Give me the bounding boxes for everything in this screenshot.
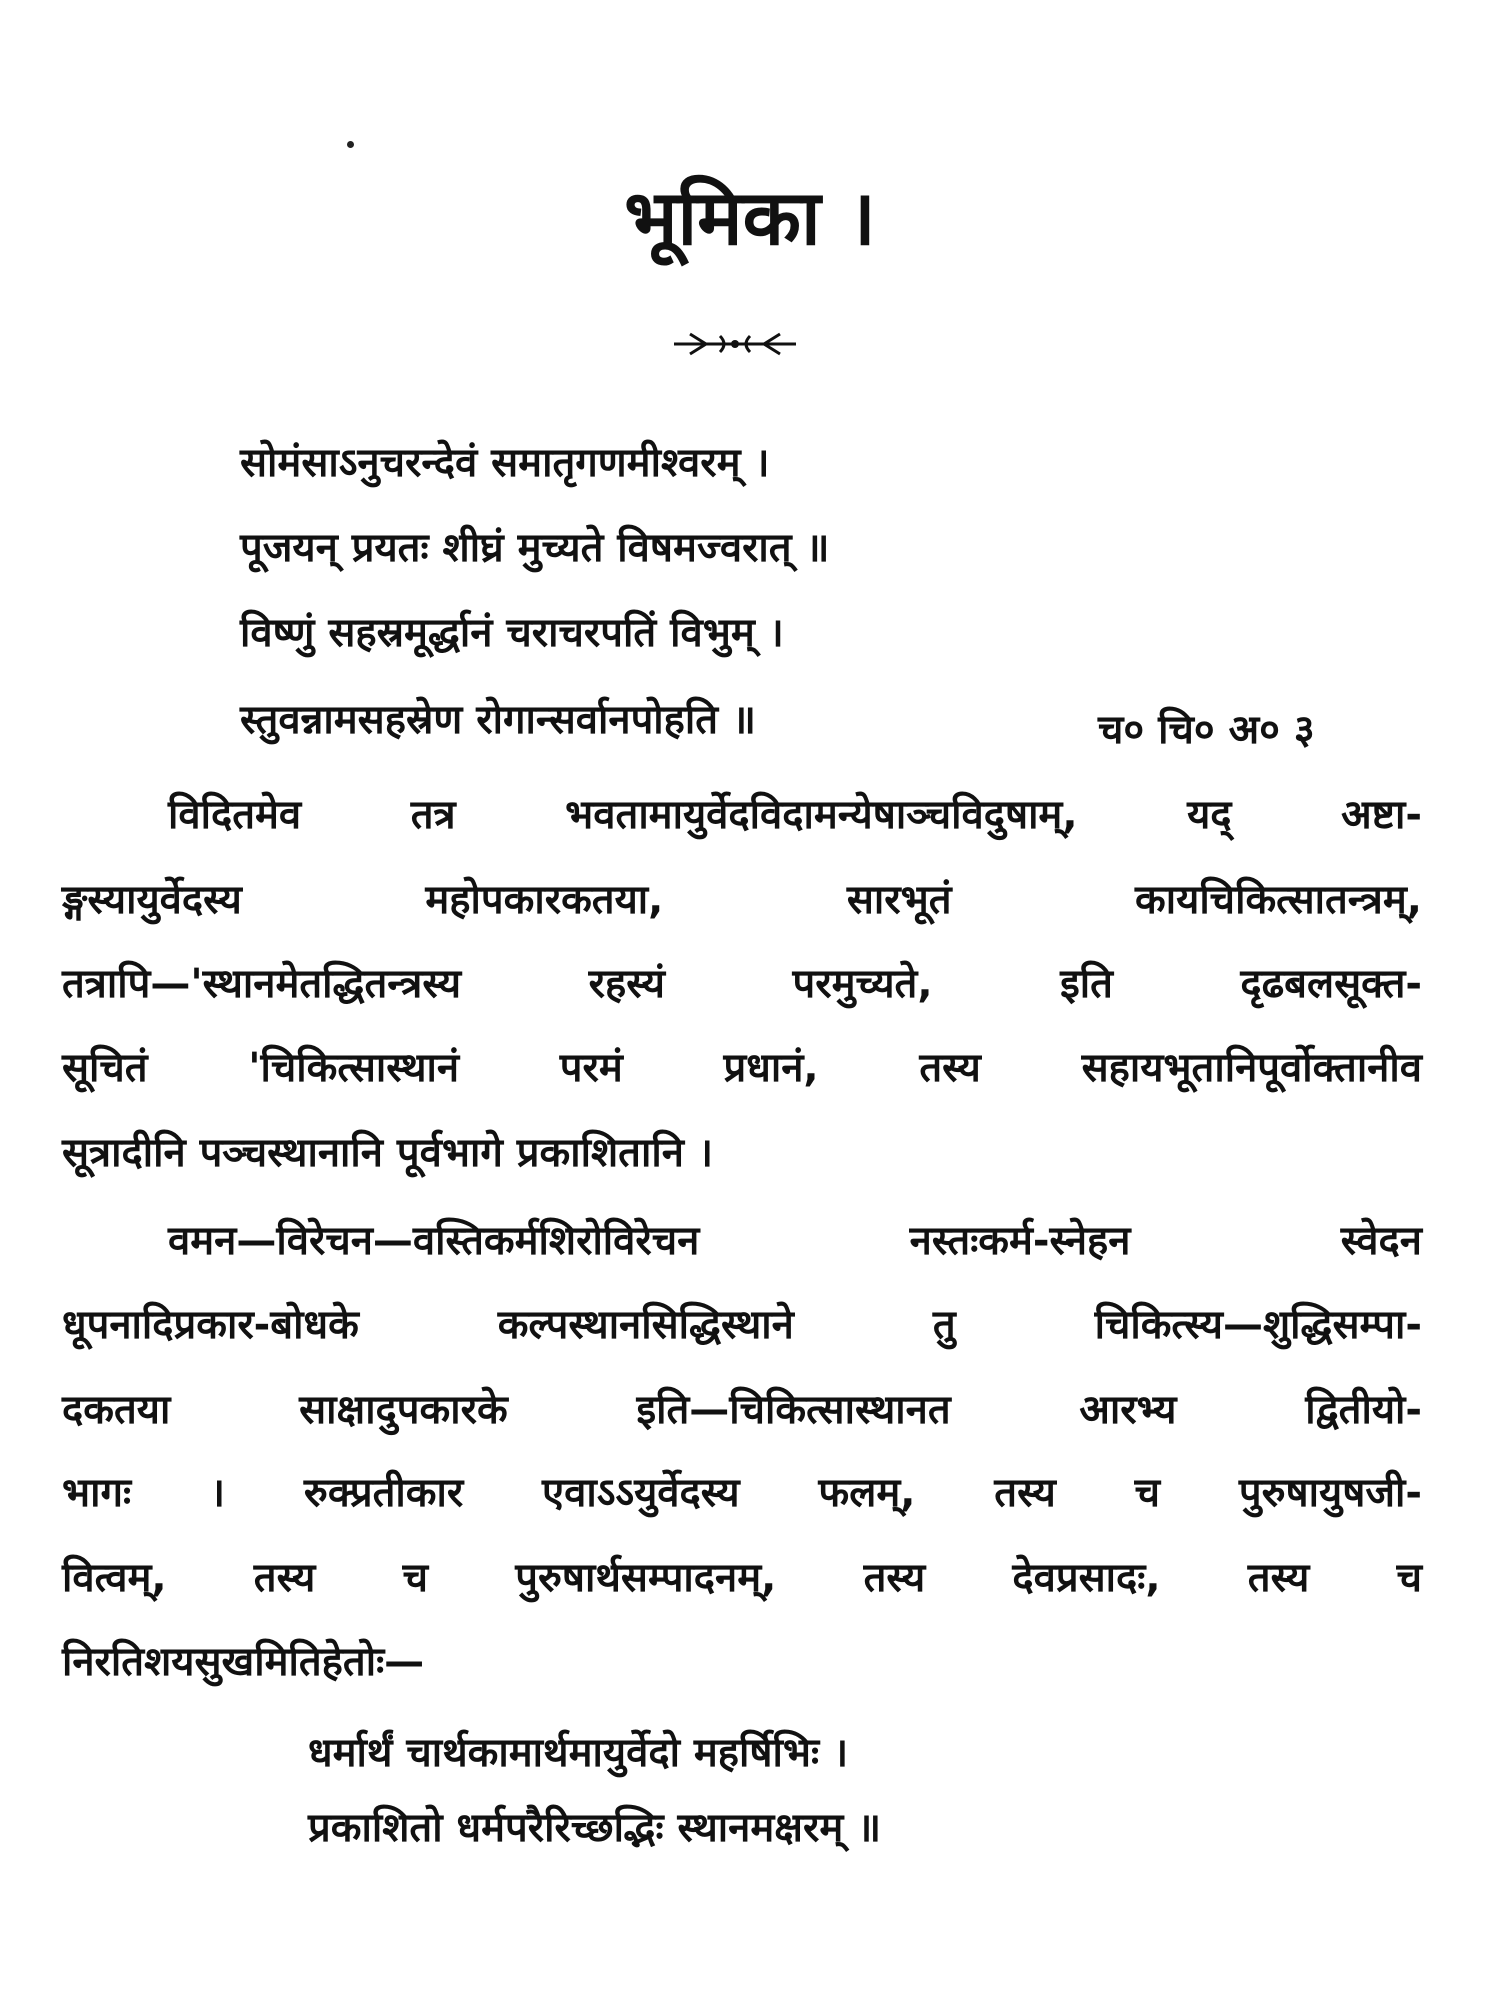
verse-reference: च० चि० अ० ३ [1098, 707, 1315, 753]
verse-line-3: विष्णुं सहस्रमूर्द्धानं चराचरपतिं विभुम् । [240, 610, 784, 656]
paragraph2-line-2: धूपनादिप्रकार-बोधके कल्पस्थानसिद्धिस्थाने तु चिकित्स्य—शुद्धिसम्पा- [62, 1302, 1422, 1348]
verse-line-4: स्तुवन्नामसहस्रेण रोगान्सर्वानपोहति ॥ [240, 697, 756, 743]
closing-verse-line-2: प्रकाशितो धर्मपरैरिच्छद्भिः स्थानमक्षरम् ॥ [308, 1805, 882, 1851]
paragraph2-line-3: दकतया साक्षादुपकारके इति—चिकित्सास्थानत आरभ्य द्वितीयो- [62, 1387, 1422, 1433]
closing-verse-line-1: धर्मार्थं चार्थकामार्थमायुर्वेदो महर्षिभिः । [308, 1730, 849, 1776]
paragraph2-line-4: भागः । रुक्प्रतीकार एवाऽऽयुर्वेदस्य फलम्, तस्य च पुरुषायुषजी- [62, 1470, 1422, 1516]
verse-line-2: पूजयन् प्रयतः शीघ्रं मुच्यते विषमज्वरात् ॥ [240, 525, 830, 571]
paragraph2-line-6: निरतिशयसुखमितिहेतोः— [62, 1639, 425, 1685]
paragraph1-line-5: सूत्रादीनि पञ्चस्थानानि पूर्वभागे प्रकाशितानि । [62, 1130, 713, 1176]
page-title: भूमिका । [624, 173, 876, 262]
paragraph1-line-2: ङ्गस्यायुर्वेदस्य महोपकारकतया, सारभूतं कायचिकित्सातन्त्रम्, [62, 877, 1422, 923]
paragraph1-line-1: विदितमेव तत्र भवतामायुर्वेदविदामन्येषाञ्चविदुषाम्, यद् अष्टा- [168, 792, 1422, 838]
paragraph2-line-5: वित्वम्, तस्य च पुरुषार्थसम्पादनम्, तस्य देवप्रसादः, तस्य च [62, 1555, 1422, 1601]
ornament-divider-icon [670, 330, 800, 358]
paragraph2-line-1: वमन—विरेचन—वस्तिकर्मशिरोविरेचन नस्तःकर्म-स्नेहन स्वेदन [168, 1218, 1422, 1264]
ink-speck [347, 141, 354, 148]
paragraph1-line-4: सूचितं 'चिकित्सास्थानं परमं प्रधानं, तस्य सहायभूतानिपूर्वोक्तानीव [62, 1045, 1422, 1091]
verse-line-1: सोमंसाऽनुचरन्देवं समातृगणमीश्वरम् । [240, 440, 770, 486]
paragraph1-line-3: तत्रापि—'स्थानमेतद्धितन्त्रस्य रहस्यं परमुच्यते, इति दृढबलसूक्त- [62, 961, 1422, 1007]
